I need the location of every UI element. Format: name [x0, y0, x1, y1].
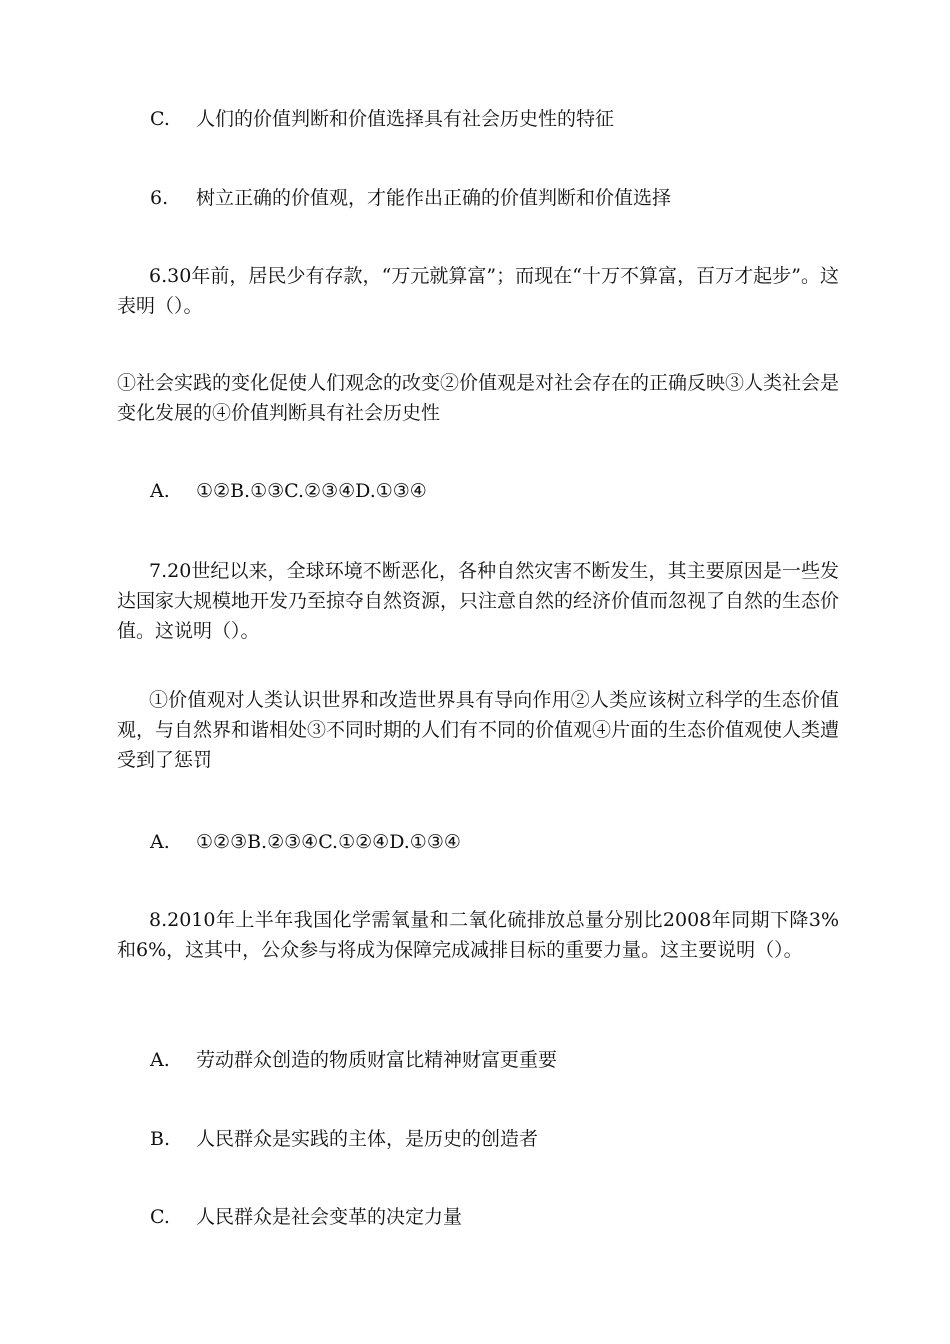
- q7-stem: 7.20世纪以来，全球环境不断恶化，各种自然灾害不断发生，其主要原因是一些发达国家大规模地开发乃至掠夺自然资源，只注意自然的经济价值而忽视了自然的生态价值。这说明（）。: [117, 560, 840, 642]
- option-text: 劳动群众创造的物质财富比精神财富更重要: [196, 1049, 558, 1071]
- option-label: A.: [150, 1049, 170, 1071]
- option-text: 人们的价值判断和价值选择具有社会历史性的特征: [196, 108, 615, 130]
- option-label: A.: [150, 831, 170, 853]
- option-text: 树立正确的价值观，才能作出正确的价值判断和价值选择: [196, 187, 672, 209]
- option-label: A.: [150, 480, 170, 502]
- q6-statements: ①社会实践的变化促使人们观念的改变②价值观是对社会存在的正确反映③人类社会是变化发展的④价值判断具有社会历史性: [117, 372, 840, 424]
- q6-options: [150, 476, 427, 506]
- q5-option-d: [150, 183, 671, 213]
- q8-option-a: [150, 1045, 557, 1075]
- option-text: ①②B.①③C.②③④D.①③④: [196, 480, 427, 502]
- q6-stem: 6.30年前，居民少有存款，“万元就算富”；而现在“十万不算富，百万才起步”。这表明（）。: [117, 265, 839, 317]
- option-label: 6.: [150, 187, 169, 209]
- option-text: 人民群众是实践的主体，是历史的创造者: [196, 1128, 539, 1150]
- q7-options: [150, 827, 461, 857]
- q8-stem: 8.2010年上半年我国化学需氧量和二氧化硫排放总量分别比2008年同期下降3%和6%，这其中，公众参与将成为保障完成减排目标的重要力量。这主要说明（）。: [117, 909, 839, 961]
- option-text: 人民群众是社会变革的决定力量: [196, 1206, 463, 1228]
- q5-option-c: [150, 104, 614, 134]
- q8-option-c: [150, 1202, 462, 1232]
- q7-statements: ①价值观对人类认识世界和改造世界具有导向作用②人类应该树立科学的生态价值观，与自然界和谐相处③不同时期的人们有不同的价值观④片面的生态价值观使人类遭受到了惩罚: [117, 689, 840, 771]
- option-label: B.: [150, 1128, 171, 1150]
- q8-option-b: [150, 1124, 538, 1154]
- option-text: ①②③B.②③④C.①②④D.①③④: [196, 831, 461, 853]
- option-label: C.: [150, 1206, 170, 1228]
- option-label: C.: [150, 108, 170, 130]
